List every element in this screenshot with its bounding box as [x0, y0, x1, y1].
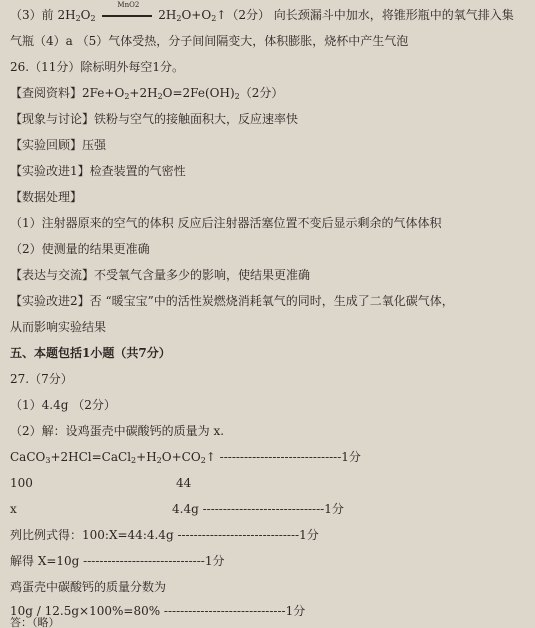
line-1-o2c: 2 [90, 14, 96, 23]
line-18 [10, 450, 361, 466]
line-5: 【现象与讨论】铁粉与空气的接触面积大，反应速率快 [10, 112, 299, 126]
line-18b-sub: 2 [131, 456, 137, 465]
line-4a-sub: 2 [124, 92, 130, 101]
line-1 [10, 1, 514, 24]
line-4d: （2分） [239, 86, 284, 100]
line-10: （2）使测量的结果更准确 [10, 242, 150, 256]
line-13: 从而影响实验结果 [10, 320, 107, 334]
line-4c-sub: 2 [234, 92, 240, 101]
line-18c: +H [136, 450, 157, 464]
line-7: 【实验改进1】检查装置的气密性 [10, 164, 186, 178]
line-2: 气瓶（4）a （5）气体受热，分子间间隔变大，体积膨胀，烧杯中产生气泡 [10, 34, 409, 48]
line-1-o2b: O [80, 8, 91, 22]
line-16: （1）4.4g （2分） [10, 398, 116, 412]
line-12: 【实验改进2】否 “暖宝宝”中的活性炭燃烧消耗氧气的同时，生成了二氧化碳气体， [10, 294, 454, 308]
line-3: 26.（11分）除标明外每空1分。 [10, 60, 184, 74]
line-18c-sub: 2 [156, 456, 162, 465]
line-18d: O+CO [161, 450, 201, 464]
line-20b: 4.4g ------------------------------1分 [172, 502, 344, 516]
line-1-mid2: O+O [181, 8, 212, 22]
line-17: （2）解：设鸡蛋壳中碳酸钙的质量为 x. [10, 424, 225, 438]
line-1-tail: ↑（2分） 向长颈漏斗中加水，将锥形瓶中的氧气排入集 [216, 8, 514, 22]
line-1-mid: 2H [158, 8, 177, 22]
line-19a: 100 [10, 476, 33, 490]
line-18b: +2HCl=CaCl [50, 450, 132, 464]
equal-bar [102, 15, 152, 17]
line-18e: ↑ ------------------------------1分 [205, 450, 361, 464]
line-18d-sub: 2 [200, 456, 206, 465]
line-1-mid2-sub: 2 [211, 14, 217, 23]
catalyst-label: MnO2 [117, 1, 140, 9]
line-20a: x [10, 502, 17, 516]
line-11: 【表达与交流】不受氧气含量多少的影响，使结果更准确 [10, 268, 311, 282]
section-heading: 五、本题包括1小题（共7分） [10, 346, 171, 360]
line-18a-sub: 3 [45, 456, 51, 465]
line-21: 列比例式得：100:X=44:4.4g ------------------------------1分 [10, 528, 319, 542]
catalyst-arrow [99, 1, 154, 22]
line-4c: O=2Fe(OH) [162, 86, 235, 100]
line-8: 【数据处理】 [10, 190, 83, 204]
line-4a: 【查阅资料】2Fe+O [10, 86, 125, 100]
line-19b: 44 [176, 476, 192, 490]
line-15: 27.（7分） [10, 372, 73, 386]
line-23: 鸡蛋壳中碳酸钙的质量分数为 [10, 580, 167, 594]
line-4b: +2H [129, 86, 158, 100]
line-22: 解得 X=10g ------------------------------1分 [10, 554, 225, 568]
line-9: （1）注射器原来的空气的体积 反应后注射器活塞位置不变后显示剩余的气体体积 [10, 216, 442, 230]
line-1-o2a: 2 [75, 14, 81, 23]
line-1-prefix: （3）前 2H [10, 8, 76, 22]
line-24: 10g / 12.5g×100%=80% ------------------------------1分 [10, 604, 306, 618]
line-1-mid-sub: 2 [176, 14, 182, 23]
line-4b-sub: 2 [157, 92, 163, 101]
line-25: 答：（略） [10, 616, 60, 628]
line-18a: CaCO [10, 450, 46, 464]
line-6: 【实验回顾】压强 [10, 138, 107, 152]
line-4 [10, 86, 283, 102]
